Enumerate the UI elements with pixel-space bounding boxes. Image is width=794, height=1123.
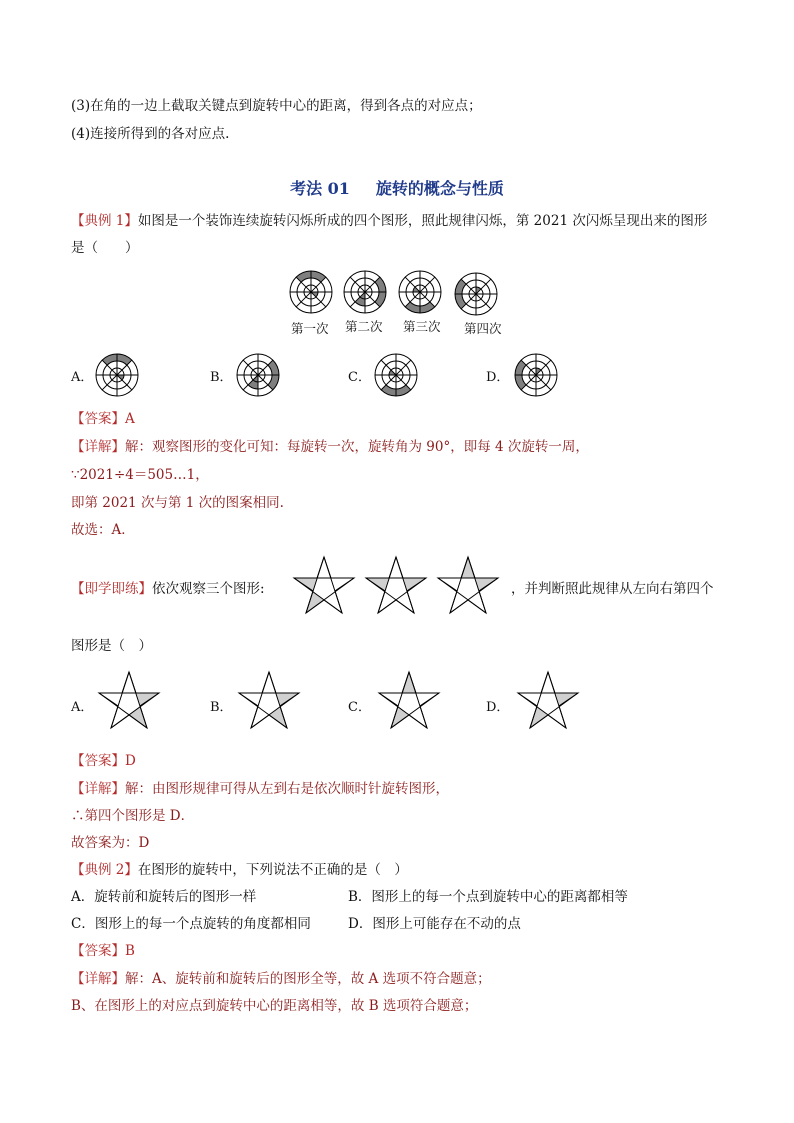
ex1-detail-4: 故选：A． (71, 522, 135, 538)
ex1-answer-tag: 【答案】 (71, 411, 125, 427)
wheel-stage-1 (290, 271, 332, 313)
caption-stage-4: 第四次 (464, 321, 502, 336)
star-stage-3 (438, 557, 498, 613)
ex2-detail-tag: 【详解】 (71, 971, 125, 987)
example-1-question-cont: 是（ ） (71, 240, 139, 256)
ex1-option-a-figure[interactable] (93, 351, 141, 399)
ex1-detail-tag: 【详解】 (71, 439, 125, 455)
practice-detail-tag: 【详解】 (71, 781, 125, 797)
ex1-detail-text-1: 解：观察图形的变化可知：每旋转一次，旋转角为 90°，即每 4 次旋转一周， (125, 439, 589, 455)
ex1-option-c-label: C． (348, 370, 371, 385)
caption-stage-3: 第三次 (403, 319, 441, 334)
ex2-option-b[interactable]: B．图形上的每一个点到旋转中心的距离都相等 (348, 889, 628, 905)
ex1-detail-3: 即第 2021 次与第 1 次的图案相同. (71, 495, 284, 511)
practice-star-sequence (288, 555, 506, 617)
practice-question-cont: 图形是（ ） (71, 638, 152, 654)
practice-option-c-label: C． (348, 700, 371, 715)
ex1-detail-2: ∵2021÷4＝505…1， (71, 467, 209, 483)
caption-stage-1: 第一次 (291, 321, 329, 336)
practice-question-start (71, 579, 265, 599)
practice-answer-tag: 【答案】 (71, 753, 125, 769)
example-1-text: 如图是一个装饰连续旋转闪烁所成的四个图形，照此规律闪烁，第 2021 次闪烁呈现出来的图形 (137, 213, 708, 229)
rotation-sequence-figures (288, 268, 518, 318)
practice-detail-3: 故答案为：D (71, 835, 150, 851)
example-1-question (71, 211, 707, 231)
example-2-question (71, 860, 408, 880)
practice-answer-value: D (125, 753, 136, 769)
wheel-stage-4 (455, 273, 497, 315)
ex1-option-b-label: B． (210, 370, 233, 385)
intro-step-4: (4)连接所得到的各对应点. (71, 126, 230, 142)
intro-step-3: (3)在角的一边上截取关键点到旋转中心的距离，得到各点的对应点； (71, 98, 482, 114)
example-2-tag: 【典例 2】 (71, 862, 138, 878)
ex1-detail-1 (71, 437, 589, 457)
practice-detail-text-1: 解：由图形规律可得从左到右是依次顺时针旋转图形， (125, 781, 449, 797)
practice-text-pre: 依次观察三个图形: (152, 581, 265, 597)
ex2-answer (71, 941, 135, 961)
practice-tag: 【即学即练】 (71, 581, 152, 597)
ex1-option-a-label: A． (71, 370, 94, 385)
practice-detail-2: ∴第四个图形是 D． (71, 808, 195, 824)
example-2-text: 在图形的旋转中，下列说法不正确的是（ ） (137, 862, 408, 878)
practice-question-post: ，并判断照此规律从左向右第四个 (511, 581, 714, 597)
practice-option-c-figure[interactable] (376, 670, 442, 732)
ex1-answer-value: A (125, 411, 135, 427)
ex2-detail-text-1: 解：A、旋转前和旋转后的图形全等，故 A 选项不符合题意； (125, 971, 491, 987)
ex1-option-d-figure[interactable] (512, 351, 560, 399)
practice-option-a-label: A． (71, 700, 94, 715)
practice-option-b-label: B． (210, 700, 233, 715)
section-heading: 旋转的概念与性质 (375, 179, 504, 198)
ex2-option-a[interactable]: A．旋转前和旋转后的图形一样 (71, 889, 257, 905)
ex1-answer (71, 409, 135, 429)
example-1-tag: 【典例 1】 (71, 213, 138, 229)
star-stage-1 (294, 557, 354, 613)
ex1-option-d-label: D． (486, 370, 510, 385)
caption-stage-2: 第二次 (345, 319, 383, 334)
ex2-answer-value: B (125, 943, 135, 959)
ex1-option-b-figure[interactable] (234, 351, 282, 399)
wheel-stage-2 (344, 271, 386, 313)
ex1-option-c-figure[interactable] (372, 351, 420, 399)
practice-answer (71, 751, 136, 771)
practice-option-a-figure[interactable] (96, 670, 162, 732)
ex2-answer-tag: 【答案】 (71, 943, 125, 959)
ex2-detail-2: B、在图形上的对应点到旋转中心的距离相等，故 B 选项符合题意； (71, 998, 478, 1014)
wheel-stage-3 (399, 271, 441, 313)
practice-option-b-figure[interactable] (236, 670, 302, 732)
practice-option-d-figure[interactable] (515, 670, 581, 732)
ex2-option-c[interactable]: C．图形上的每一个点旋转的角度都相同 (71, 916, 311, 932)
section-title (0, 176, 794, 199)
ex2-detail-1 (71, 969, 491, 989)
practice-option-d-label: D． (486, 700, 510, 715)
star-stage-2 (366, 557, 426, 613)
practice-detail-1 (71, 779, 449, 799)
section-label: 考法 01 (290, 179, 350, 198)
ex2-option-d[interactable]: D．图形上可能存在不动的点 (348, 916, 521, 932)
